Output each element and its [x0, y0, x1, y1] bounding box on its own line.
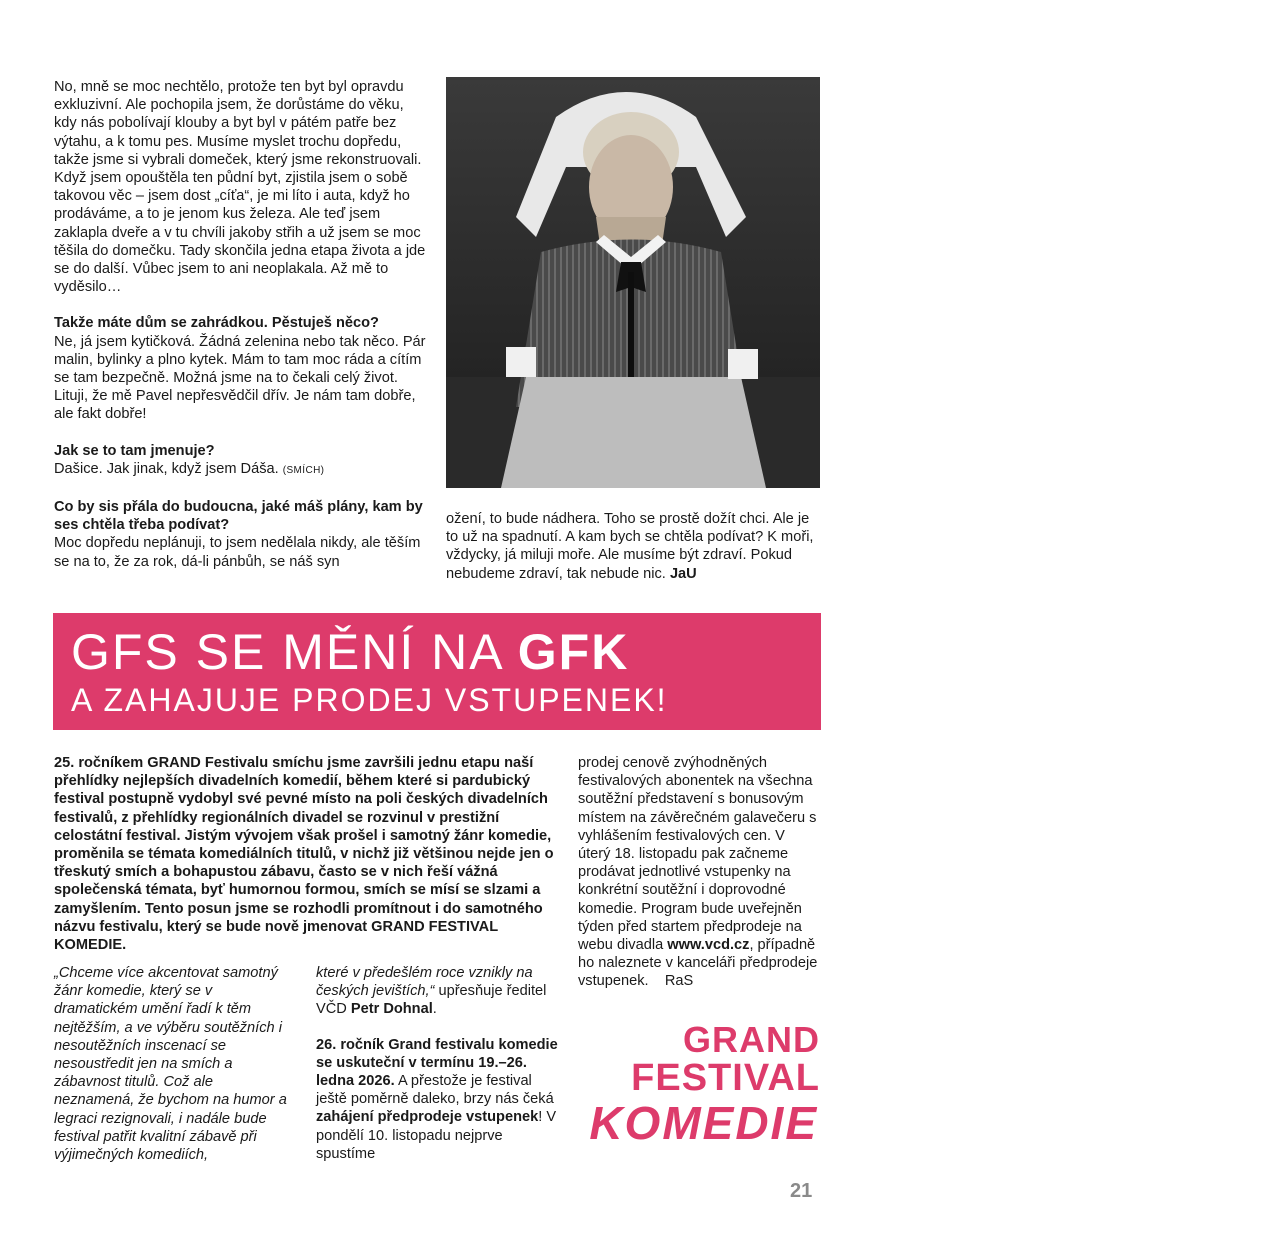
headline-bold: GFK — [517, 624, 630, 680]
article-quote-continued: které v předešlém roce vznikly na českých jevištích,“ — [316, 965, 533, 1000]
actress-photo — [446, 77, 1262, 488]
interview-question-3: Jak se to tam jmenuje? — [54, 442, 215, 459]
actress-photo-illustration — [446, 77, 820, 488]
article-dates: 26. ročník Grand festivalu komedie se uskuteční v termínu 19.–26. ledna 2026. — [316, 1036, 558, 1090]
article-sale: zahájení předprodeje vstupenek — [316, 1109, 539, 1126]
interview-answer-4: Moc dopředu neplánuji, to jsem nedělala nikdy, ale těším se na to, že za rok, dá-li pánbůh, se náš syn — [54, 535, 421, 570]
festival-logo — [578, 1019, 820, 1149]
interview-qa-3 — [54, 442, 426, 480]
photo-caption-prefix: JAKO DENISA V — [1251, 378, 1262, 457]
interview-note-laugh: (SMÍCH) — [282, 464, 325, 476]
logo-festival: FESTIVAL — [631, 1057, 820, 1099]
page-number: 21 — [790, 1180, 813, 1202]
interview-column-right — [446, 510, 820, 583]
interview-question-2: Takže máte dům se zahrádkou. Pěstuješ něco? — [54, 315, 379, 332]
interview-author: JaU — [669, 565, 697, 582]
headline-line-1 — [71, 623, 629, 681]
interview-answer-2: Ne, já jsem kytičková. Žádná zelenina nebo tak něco. Pár malin, bylinky a plno kytek. Mám to tam moc ráda a cítím se tam bezpečně. Možná jsme na to čekali celý život. Lituji, že mě Pavel nepřesvědčil dřív. Je nám tam dobře, ale fakt dobře! — [54, 333, 426, 423]
article-middle-column: které v předešlém roce vznikly na českých jevištích,“ upřesňuje ředitel VČD Petr Dohnal. 26. ročník Grand festivalu komedie se uskuteční v termínu 19.–26. ledna 2026. A přestože je festival ještě poměrně daleko, brzy nás čeká zahájení předprodeje vstupenek! V pondělí 10. listopadu nejprve spustíme — [316, 965, 558, 1162]
logo-grand: GRAND — [683, 1019, 820, 1060]
interview-answer-3: Dašice. Jak jinak, když jsem Dáša. — [54, 460, 279, 477]
interview-qa-2 — [54, 314, 426, 423]
headline-banner — [53, 613, 821, 730]
article-right-column — [578, 754, 820, 991]
headline-prefix: GFS SE MĚNÍ NA — [71, 624, 502, 680]
interview-column-left — [54, 78, 426, 589]
article-attribution: upřesňuje ředitel VČD — [316, 983, 547, 1018]
photo-caption-suffix: V ROCE 1986 — [1251, 187, 1262, 254]
interview-answer-1: No, mně se moc nechtělo, protože ten byt byl opravdu exkluzivní. Ale pochopila jsem, že dorůstáme do věku, kdy nás pobolívají klouby a byt byl v pátém patře bez výtahu, a k tomu pes. Musíme myslet trochu dopředu, takže jsme si vybrali domeček, který jsme rekonstruovali. Když jsem opouštěla ten půdní byt, zjistila jsem o sobě takovou věc – jsem dost „cíťa“, je mi líto i auta, když ho prodáváme, a to je jenom kus železa. Ale teď jsem zaklapla dveře a v tu chvíli jakoby střih a už jsem se moc těšila do domečku. Tady skončila jedna etapa života a jde se do další. Vůbec jsem to ani neoplakala. Až mě to vyděsilo… — [54, 79, 426, 296]
photo-caption-title: MAM'ZELLE NITOUCHE — [1251, 256, 1262, 375]
headline-line-2: A ZAHAJUJE PRODEJ VSTUPENEK! — [71, 682, 668, 718]
article-web-link[interactable]: www.vcd.cz — [667, 937, 750, 954]
article-right-end: , případně ho naleznete v kanceláři předprodeje vstupenek. — [578, 937, 818, 990]
interview-qa-4 — [54, 498, 426, 571]
interview-answer-4-continued: ožení, to bude nádhera. Toho se prostě dožít chci. Ale je to už na spadnutí. A kam bych se chtěla podívat? K moři, vždycky, já miluji moře. Ale musíme být zdraví. Pokud nebudeme zdraví, tak nebude nic. — [446, 511, 814, 582]
article-director: Petr Dohnal — [350, 1001, 433, 1018]
article-quote: „Chceme více akcentovat samotný žánr komedie, který se v dramatickém umění řadí k těm nejtěžším, a ve výběru soutěžních i nesoutěžních inscenací se nesoustředit jen na smích a zábavnost titulů. Což ale neznamená, že bychom na humor a legraci rezignovali, i nadále bude festival patřit kvalitní zábavě při výjimečných komediích, — [54, 965, 287, 1164]
article-sale-text: ! V pondělí 10. listopadu nejprve spustíme — [316, 1109, 557, 1162]
article-dates-text: A přestože je festival ještě poměrně daleko, brzy nás čeká — [316, 1073, 554, 1108]
article-author: RaS — [664, 973, 694, 990]
article-right-text: prodej cenově zvýhodněných festivalových abonentek na všechna soutěžní představení s bonusovým místem na závěrečném galavečeru s vyhlášením festivalových cen. V úterý 18. listopadu pak začneme prodávat jednotlivé vstupenky na konkrétní soutěžní i doprovodné komedie. Program bude uveřejněn týden před startem předprodeje na webu divadla — [578, 755, 817, 954]
article-lead: 25. ročníkem GRAND Festivalu smíchu jsme završili jednu etapu naší přehlídky nejlepších divadelních komedií, během které si pardubický festival postupně vydobyl své pevné místo na poli českých divadelních festivalů, z přehlídky regionálních divadel se rozvinul v prestižní celostátní festival. Jistým vývojem však prošel i samotný žánr komedie, proměnila se témata komediálních titulů, v nichž již většinou nejde jen o třeskutý smích a bohapustou zábavu, často se v nich řeší vážná společenská témata, byť humornou formou, smích se mísí se slzami a zamyšlením. Tento posun jsme se rozhodli promítnout i do samotného názvu festivalu, který se bude nově jmenovat GRAND FESTIVAL KOMEDIE. — [54, 755, 554, 954]
logo-komedie: KOMEDIE — [589, 1097, 818, 1149]
interview-question-4: Co by sis přála do budoucna, jaké máš plány, kam by ses chtěla třeba podívat? — [54, 499, 423, 534]
photo-caption — [1251, 187, 1262, 457]
